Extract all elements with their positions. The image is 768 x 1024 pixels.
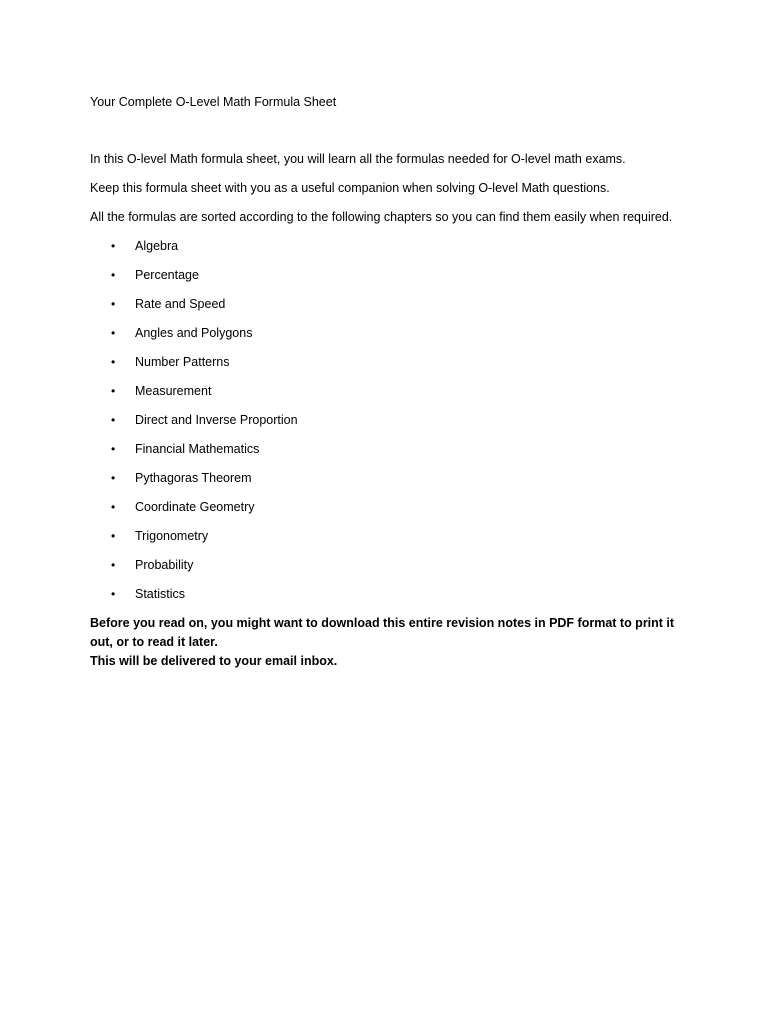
chapter-item-percentage: [90, 266, 675, 285]
chapter-label: Algebra: [135, 239, 179, 253]
bullet-icon: •: [111, 587, 116, 601]
chapter-item-statistics: [90, 585, 675, 604]
chapter-item-angles-and-polygons: [90, 324, 675, 343]
download-notice: Before you read on, you might want to download this entire revision notes in PDF format to print it out, or to read it later.: [90, 616, 675, 649]
chapter-item-measurement: [90, 382, 675, 401]
chapter-item-number-patterns: [90, 353, 675, 372]
bullet-icon: •: [111, 500, 116, 514]
bullet-icon: •: [111, 268, 116, 282]
email-delivery-notice: This will be delivered to your email inbox.: [90, 654, 338, 668]
chapter-item-algebra: [90, 237, 675, 256]
bullet-icon: •: [111, 297, 116, 311]
bullet-icon: •: [111, 529, 116, 543]
bullet-icon: •: [111, 558, 116, 572]
bullet-icon: •: [111, 355, 116, 369]
companion-paragraph: Keep this formula sheet with you as a useful companion when solving O-level Math questions.: [90, 181, 610, 195]
chapter-item-probability: [90, 556, 675, 575]
chapter-label: Number Patterns: [135, 355, 230, 369]
intro-paragraph: In this O-level Math formula sheet, you will learn all the formulas needed for O-level math exams.: [90, 152, 626, 166]
bullet-icon: •: [111, 326, 116, 340]
chapter-item-pythagoras-theorem: [90, 469, 675, 488]
document-title: Your Complete O-Level Math Formula Sheet: [90, 95, 337, 109]
chapter-item-coordinate-geometry: [90, 498, 675, 517]
bullet-icon: •: [111, 239, 116, 253]
bullet-icon: •: [111, 413, 116, 427]
bullet-icon: •: [111, 471, 116, 485]
chapter-item-financial-mathematics: [90, 440, 675, 459]
bullet-icon: •: [111, 384, 116, 398]
chapter-label: Direct and Inverse Proportion: [135, 413, 298, 427]
bullet-icon: •: [111, 442, 116, 456]
chapter-label: Coordinate Geometry: [135, 500, 255, 514]
chapter-item-trigonometry: [90, 527, 675, 546]
chapter-list: [90, 237, 675, 604]
chapter-label: Measurement: [135, 384, 212, 398]
chapters-intro-paragraph: All the formulas are sorted according to the following chapters so you can find them easily when required.: [90, 210, 673, 224]
chapter-item-direct-and-inverse-proportion: [90, 411, 675, 430]
chapter-label: Probability: [135, 558, 194, 572]
chapter-label: Trigonometry: [135, 529, 209, 543]
chapter-label: Statistics: [135, 587, 186, 601]
chapter-item-rate-and-speed: [90, 295, 675, 314]
document-body: [90, 93, 675, 671]
chapter-label: Percentage: [135, 268, 199, 282]
chapter-label: Financial Mathematics: [135, 442, 260, 456]
chapter-label: Rate and Speed: [135, 297, 226, 311]
chapter-label: Angles and Polygons: [135, 326, 253, 340]
chapter-label: Pythagoras Theorem: [135, 471, 252, 485]
